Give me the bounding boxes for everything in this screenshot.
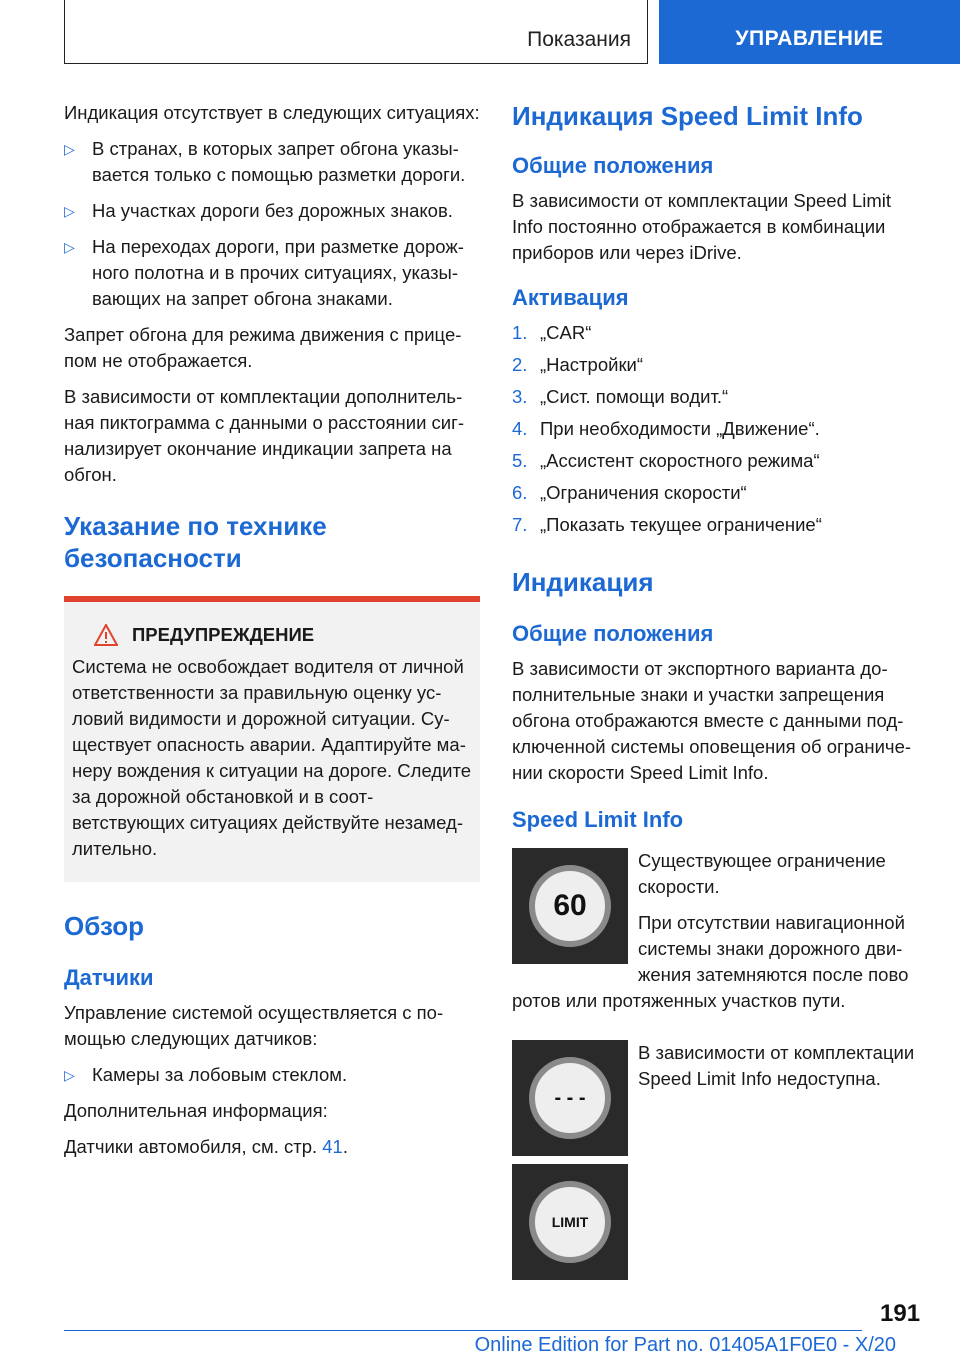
safety-heading: Указание по технике безопасности	[64, 511, 327, 573]
right-column	[512, 100, 926, 1286]
triangle-bullet-icon: ▷	[64, 141, 75, 157]
warning-box	[64, 596, 480, 882]
page-reference-link[interactable]: 41	[322, 1136, 343, 1157]
list-item: ▷ На участках дороги без дорожных знаков.	[64, 198, 480, 224]
list-item: 5. „Ассистент скоростного режима“	[512, 450, 820, 471]
left-column	[64, 100, 480, 1170]
header-chapter-tab: УПРАВЛЕНИЕ	[659, 0, 960, 64]
more-info-label: Дополнительная информация:	[64, 1100, 328, 1121]
speed-limit-icon: 60	[529, 865, 611, 947]
general-text: В зависимости от комплектации Speed Limit Info постоянно отображается в комбинации приборов или через iDrive.	[512, 190, 892, 263]
sign-block	[512, 848, 926, 1014]
list-item: ▷ Камеры за лобовым стеклом.	[64, 1062, 480, 1088]
sli-text-1: Существующее ограничение скорости.	[638, 850, 886, 897]
triangle-bullet-icon: ▷	[64, 1067, 75, 1083]
list-item: 2. „Настройки“	[512, 354, 644, 375]
sli-text-2a: При отсутствии навигационной системы знаки дорожного движения затемняются после пово	[638, 912, 909, 985]
warning-text: Система не освобождает водителя от личной ответственности за правильную оценку условий видимости и дорожной ситуации. Существует опасность аварии. Адаптируйте манеру вождения к ситуации на дороге. Следите за дорожной обстановкой и в соответствующих ситуациях действуйте незамедлительно.	[72, 656, 472, 859]
sli-heading: Speed Limit Info	[512, 807, 684, 832]
triangle-bullet-icon: ▷	[64, 239, 75, 255]
activation-heading: Активация	[512, 285, 629, 310]
speed-sign-60	[512, 848, 628, 964]
warning-triangle-icon	[94, 624, 118, 646]
trailer-note: Запрет обгона для режима движения с прицепом не отображается.	[64, 324, 462, 371]
list-item: 7. „Показать текущее ограничение“	[512, 514, 822, 535]
header-frame	[64, 0, 648, 64]
sli-text-2b: ротов или протяженных участков пути.	[512, 990, 846, 1011]
page-number: 191	[880, 1300, 921, 1327]
list-item: ▷ В странах, в которых запрет обгона указывается только с помощью разметки дороги.	[64, 136, 480, 188]
display-general-heading: Общие положения	[512, 621, 714, 646]
sli-text-3: В зависимости от комплектации Speed Limit Info недоступна.	[638, 1042, 915, 1089]
triangle-bullet-icon: ▷	[64, 203, 75, 219]
pictogram-note: В зависимости от комплектации дополнительная пиктограмма с данными о расстоянии сигнализирует окончание индикации запрета на обгон.	[64, 386, 465, 485]
speed-sign-limit	[512, 1164, 628, 1280]
intro-text: Индикация отсутствует в следующих ситуациях:	[64, 102, 480, 123]
speed-limit-heading: Индикация Speed Limit Info	[512, 101, 863, 131]
sensors-heading: Датчики	[64, 965, 154, 990]
list-item: 3. „Сист. помощи водит.“	[512, 386, 729, 407]
warning-title: ПРЕДУПРЕЖДЕНИЕ	[72, 624, 472, 646]
display-heading: Индикация	[512, 567, 654, 597]
reference-line: Датчики автомобиля, см. стр. 41.	[64, 1136, 348, 1157]
footer-divider	[64, 1330, 862, 1331]
limit-sign-icon: LIMIT	[529, 1181, 611, 1263]
list-item: 1. „CAR“	[512, 322, 592, 343]
speed-sign-unavailable	[512, 1040, 628, 1156]
list-item: ▷ На переходах дороги, при разметке дорожного полотна и в прочих ситуациях, указывающих на запрет обгона знаками.	[64, 234, 480, 312]
sign-block	[512, 1040, 926, 1286]
overview-heading: Обзор	[64, 911, 144, 941]
dashes-sign-icon: - - -	[529, 1057, 611, 1139]
header-section-title: Показания	[527, 28, 631, 51]
sensors-text: Управление системой осуществляется с помощью следующих датчиков:	[64, 1002, 444, 1049]
list-item: 4. При необходимости „Движение“.	[512, 418, 820, 439]
list-item: 6. „Ограничения скорости“	[512, 482, 747, 503]
general-heading: Общие положения	[512, 153, 714, 178]
footer-edition: Online Edition for Part no. 01405A1F0E0 - X/20	[474, 1334, 896, 1356]
display-text: В зависимости от экспортного варианта дополнительные знаки и участки запрещения обгона отображаются вместе с данными подключенной системы оповещения об ограничении скорости Speed Limit Info.	[512, 658, 912, 783]
